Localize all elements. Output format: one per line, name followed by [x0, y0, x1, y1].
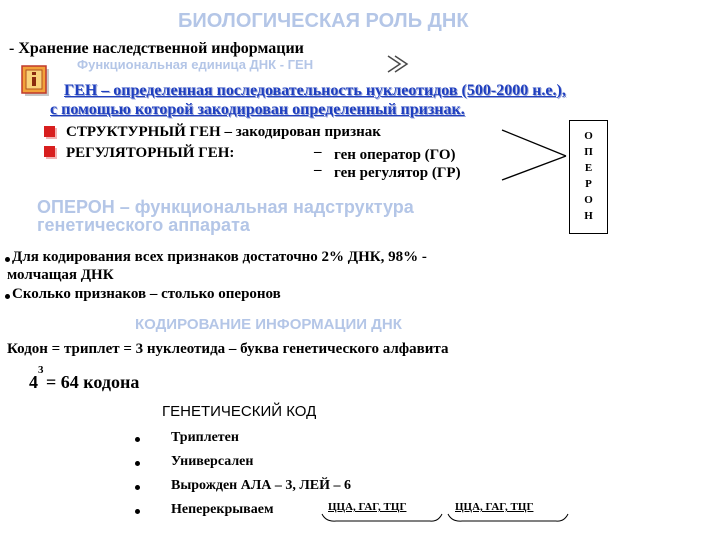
dash-regulator: – [314, 162, 322, 178]
bullet-dot [135, 485, 140, 490]
operon-definition-line1: ОПЕРОН – функциональная надструктура [37, 197, 414, 217]
formula-exponent: 3 [38, 364, 44, 376]
gene-regulator-text: ген регулятор (ГР) [334, 165, 461, 181]
point1-line1: Для кодирования всех признаков достаточно 2% ДНК, 98% - [12, 249, 427, 265]
bullet-dot [135, 509, 140, 514]
regulatory-gene-text: РЕГУЛЯТОРНЫЙ ГЕН: [66, 145, 235, 161]
operon-letter: Н [584, 210, 593, 222]
operon-letter: П [584, 146, 593, 158]
dash-operator: – [314, 144, 322, 160]
sequence-brace [320, 512, 580, 524]
point1-line2: молчащая ДНК [7, 267, 114, 283]
property-item: Универсален [171, 454, 254, 469]
codon-definition: Кодон = триплет = 3 нуклеотида – буква генетического алфавита [7, 341, 449, 357]
info-icon [21, 64, 51, 98]
functional-unit-text: Функциональная единица ДНК - ГЕН [77, 57, 314, 72]
operon-definition-line2: генетического аппарата [37, 215, 250, 235]
example-sequence-2: ЦЦА, ГАГ, ТЦГ [455, 501, 534, 513]
bullet-dot [5, 257, 10, 262]
storage-line: - Хранение наследственной информации [9, 40, 304, 57]
red-square-bullet [44, 126, 55, 137]
operon-letter: Р [585, 178, 592, 190]
bullet-dot [5, 294, 10, 299]
operon-box [569, 120, 608, 234]
page-title: БИОЛОГИЧЕСКАЯ РОЛЬ ДНК [178, 10, 469, 32]
operon-letter: О [584, 194, 593, 206]
operon-connector [500, 126, 570, 186]
structural-gene-text: СТРУКТУРНЫЙ ГЕН – закодирован признак [66, 124, 381, 140]
gene-operator-text: ген оператор (ГО) [334, 147, 456, 163]
chevron-right-icon [386, 54, 410, 74]
property-item: Вырожден АЛА – 3, ЛЕЙ – 6 [171, 478, 352, 493]
coding-heading: КОДИРОВАНИЕ ИНФОРМАЦИИ ДНК [135, 316, 402, 333]
point2-text: Сколько признаков – столько оперонов [12, 286, 281, 302]
property-item: Триплетен [171, 430, 239, 445]
example-sequence-1: ЦЦА, ГАГ, ТЦГ [328, 501, 407, 513]
gene-definition-line1: ГЕН – определенная последовательность нуклеотидов (500-2000 н.е.), [64, 82, 566, 99]
genetic-code-heading: ГЕНЕТИЧЕСКИЙ КОД [162, 403, 317, 420]
bullet-dot [135, 461, 140, 466]
property-item: Неперекрываем [171, 502, 274, 517]
red-square-bullet [44, 146, 55, 157]
bullet-dot [135, 437, 140, 442]
operon-letter: Е [584, 162, 593, 174]
formula-base: 4 [29, 372, 38, 392]
formula-result: = 64 кодона [46, 372, 140, 392]
operon-letter: О [584, 130, 593, 142]
gene-definition-line2: с помощью которой закодирован определенный признак. [50, 101, 465, 118]
